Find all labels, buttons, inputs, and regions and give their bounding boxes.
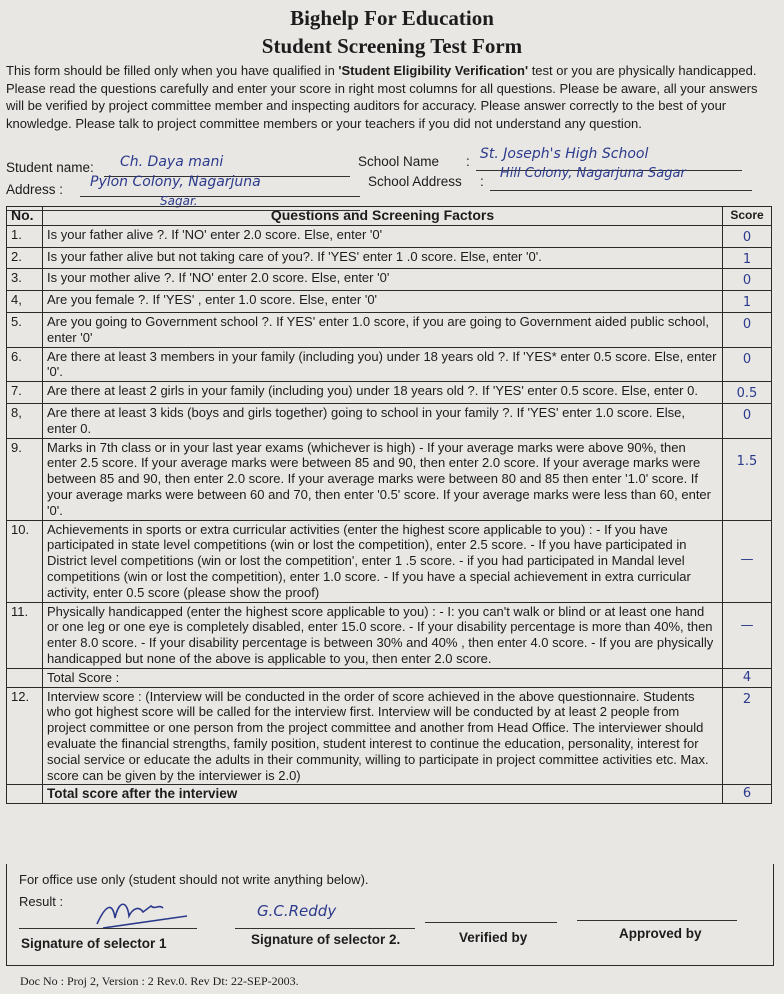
row-question: Are there at least 2 girls in your family (including you) under 18 years old ?. If 'YES' enter 0.5 score. Else, enter 0.: [43, 382, 723, 404]
row-question: Is your father alive but not taking care of you?. If 'YES' enter 1 .0 score. Else, enter '0'.: [43, 247, 723, 269]
total-score[interactable]: 4: [742, 669, 752, 685]
school-name-label: School Name: [358, 154, 440, 169]
row-question: Is your father alive ?. If 'NO' enter 2.0 score. Else, enter '0': [43, 225, 723, 247]
result-label: Result :: [19, 894, 64, 909]
intro-highlight: 'Student Eligibility Verification': [338, 63, 529, 78]
row-score[interactable]: 0: [742, 407, 752, 423]
table-row: [7, 312, 772, 347]
row-score[interactable]: 0.5: [736, 386, 758, 402]
final-total-row: [7, 785, 772, 804]
sig2-label: Signature of selector 2.: [251, 932, 401, 947]
row-question: Are there at least 3 kids (boys and girls together) going to school in your family ?. If 'YES' enter 1.0 score. Else, enter 0.: [43, 403, 723, 438]
table-row: [7, 347, 772, 382]
interview-row: [7, 687, 772, 785]
row-score[interactable]: 0: [742, 273, 752, 289]
table-row: [7, 247, 772, 269]
interview-question: Interview score : (Interview will be conducted in the order of score achieved in the above questionnaire. Students who got highest score will be called for the interview first. Interview will be conducted by at least 2 people from project committee or one person from the project committee and another from Head Office. The interviewer should evaluate the financial strengths, family position, student interest to continue the education, personality, interest for social service or educate the adults in their community, willing to participate in project committee activities etc. Max. score can be given by the interviewer is 2.0): [43, 687, 723, 785]
col-score-header: Score: [723, 207, 772, 226]
address-value[interactable]: Pylon Colony, Nagarjuna: [90, 174, 261, 190]
row-score[interactable]: 0: [742, 351, 752, 367]
table-row: [7, 291, 772, 313]
row-no: 3.: [7, 269, 43, 291]
table-row: [7, 403, 772, 438]
row-score[interactable]: 0: [742, 316, 752, 332]
table-row: [7, 382, 772, 404]
row-no: 10.: [7, 520, 43, 602]
address-label: Address :: [6, 182, 64, 197]
row-question: Marks in 7th class or in your last year exams (whichever is high) - If your average marks were above 90%, then enter 2.5 score. If your average marks were between 85 and 90, then enter 2.0 score. If your average marks were between 85 and 90, then enter 2.0 score. If your average marks were between 80 and 85 then enter '1.0' score. If your average marks were between 60 and 70, then enter '0.5' score. If your average marks were less than 60, enter '0'.: [43, 438, 723, 520]
school-address-colon: :: [480, 174, 484, 189]
verified-line: [425, 922, 557, 923]
row-score[interactable]: 1: [742, 295, 752, 311]
school-name-colon: :: [466, 154, 470, 169]
sig1-line: [19, 928, 197, 929]
col-question-header: Questions and Screening Factors: [43, 207, 723, 226]
row-score[interactable]: —: [740, 551, 754, 567]
row-question: Is your mother alive ?. If 'NO' enter 2.0 score. Else, enter '0': [43, 269, 723, 291]
doc-footer: Doc No : Proj 2, Version : 2 Rev.0. Rev Dt: 22-SEP-2003.: [20, 974, 299, 988]
total-label: Total Score :: [43, 668, 723, 687]
row-question: Are you female ?. If 'YES' , enter 1.0 score. Else, enter '0': [43, 291, 723, 313]
final-total-score[interactable]: 6: [742, 786, 752, 802]
intro-paragraph: [6, 62, 758, 132]
row-score[interactable]: —: [740, 617, 754, 633]
approved-label: Approved by: [619, 926, 702, 941]
table-row: [7, 269, 772, 291]
row-score[interactable]: 1: [742, 251, 752, 267]
intro-text-after: test or you are physically handicapped. Please read the questions carefully and enter your score in right most columns for all questions. Please be aware, all your answers will be verified by project committee member and inspecting auditors for accuracy. Please answer correctly to the best of your knowledge. Please talk to project committee members or your teachers if you did not understand any question.: [6, 63, 758, 131]
row-no: 7.: [7, 382, 43, 404]
school-name-value[interactable]: St. Joseph's High School: [480, 146, 649, 162]
school-address-label: School Address: [368, 174, 462, 189]
row-no: 2.: [7, 247, 43, 269]
row-question: Physically handicapped (enter the highest score applicable to you) : - I: you can't walk or blind or at least one hand or one leg or one eye is completely disabled, enter 15.0 score. - If your disability percentage is more than 40%, then enter 8.0 score. - If your disability percentage is between 30% and 40% , then enter 4.0 score. - If you are physically handicapped but none of the above is applicable to you, then enter 2.0 score.: [43, 602, 723, 668]
row-no: 11.: [7, 602, 43, 668]
questions-table: [6, 206, 772, 804]
row-question: Are you going to Government school ?. If YES' enter 1.0 score, if you are going to Government aided public school, enter '0': [43, 312, 723, 347]
school-address-underline: [490, 190, 752, 191]
sig2-line: [235, 928, 415, 929]
student-name-label: Student name:: [6, 160, 94, 175]
address-value-line2[interactable]: Sagar.: [160, 194, 198, 208]
office-use-box: [6, 864, 774, 966]
org-title: Bighelp For Education: [290, 6, 494, 30]
col-no-header: No.: [7, 207, 43, 226]
row-no: 4,: [7, 291, 43, 313]
interview-score[interactable]: 2: [742, 691, 752, 707]
table-row: [7, 602, 772, 668]
final-total-label: Total score after the interview: [43, 785, 723, 804]
school-address-value[interactable]: Hill Colony, Nagarjuna Sagar: [500, 166, 686, 181]
row-score[interactable]: 1.5: [736, 453, 758, 469]
row-no: 9.: [7, 438, 43, 520]
intro-text-before: This form should be filled only when you have qualified in: [6, 63, 339, 78]
selector2-written-name: G.C.Reddy: [257, 902, 337, 920]
row-no: 6.: [7, 347, 43, 382]
office-note: For office use only (student should not write anything below).: [19, 872, 369, 887]
row-score[interactable]: 0: [742, 229, 752, 245]
row-question: Are there at least 3 members in your family (including you) under 18 years old ?. If 'YES* enter 0.5 score. Else, enter '0'.: [43, 347, 723, 382]
row-question: Achievements in sports or extra curricular activities (enter the highest score applicable to you) : - If you have participated in state level competitions (win or lost the competition), enter 2.5 score. - If you have participated in District level competitions (win or lost the competition', enter 1 .5 score. - if you had participated in Mandal level competitions (win or lost the competition), enter 1.0 score. - If you have a special achievement in extra curricular activity, enter 0.5 score (please show the proof): [43, 520, 723, 602]
row-no: 5.: [7, 312, 43, 347]
verified-label: Verified by: [459, 930, 528, 945]
row-no: 12.: [7, 687, 43, 785]
sig1-label: Signature of selector 1: [21, 936, 167, 951]
row-no: 8,: [7, 403, 43, 438]
address-underline: [80, 196, 360, 197]
row-no: 1.: [7, 225, 43, 247]
total-row: [7, 668, 772, 687]
table-row: [7, 520, 772, 602]
form-title: Student Screening Test Form: [261, 34, 523, 58]
table-header-row: [7, 207, 772, 226]
student-name-value[interactable]: Ch. Daya mani: [120, 154, 224, 170]
table-row: [7, 438, 772, 520]
table-row: [7, 225, 772, 247]
approved-line: [577, 920, 737, 921]
